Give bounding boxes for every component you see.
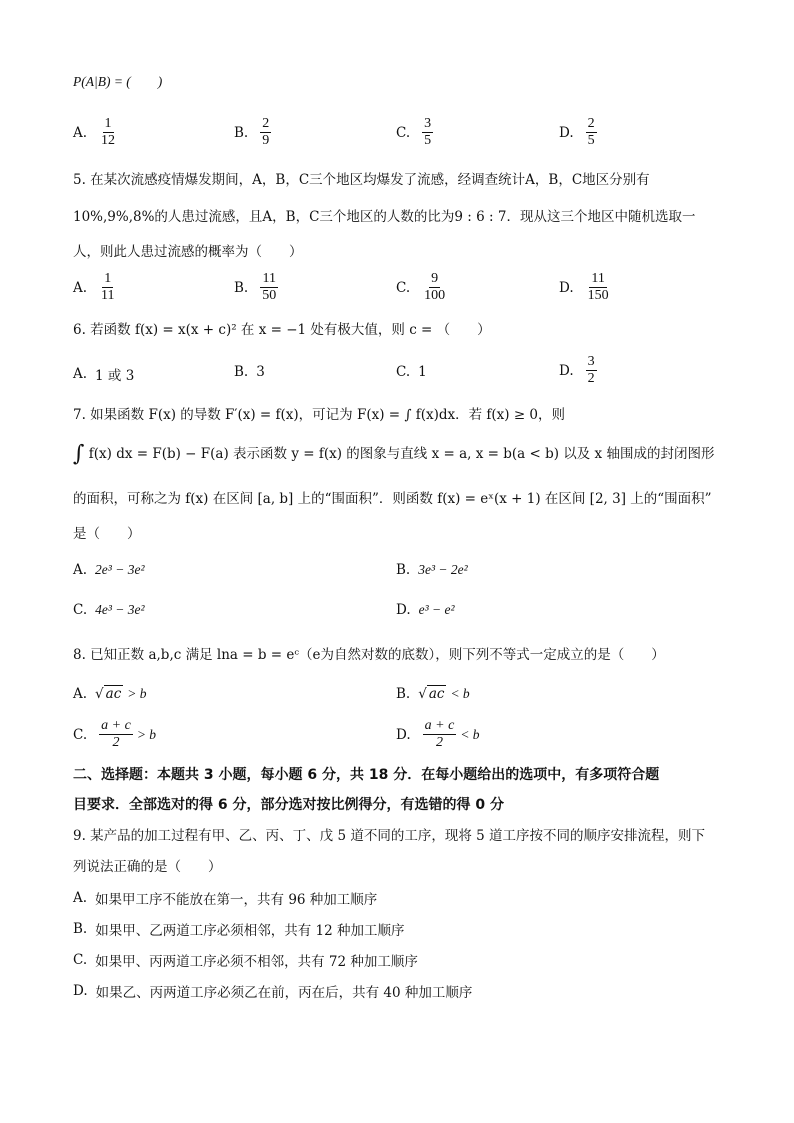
q7-option-d: D. e³ − e² bbox=[396, 602, 455, 618]
q4-tail: P(A|B) = ( ) bbox=[73, 74, 163, 89]
q4-option-c: C. $\frac{3}{5}$ bbox=[396, 116, 432, 148]
q8-stem: 8. 已知正数 a,b,c 满足 lna = b = eᶜ（e为自然对数的底数），则下列不等式一定成立的是（ ） bbox=[73, 647, 665, 663]
q6-option-d: D. $\frac{3}{2}$ bbox=[559, 354, 595, 386]
q9-option-d: D. 如果乙、丙两道工序必须乙在前，丙在后，共有 40 种加工顺序 bbox=[73, 983, 473, 1001]
q9-option-c: C. 如果甲、丙两道工序必须不相邻，共有 72 种加工顺序 bbox=[73, 952, 418, 970]
q6-stem: 6. 若函数 f(x) = x(x + c)² 在 x = −1 处有极大值，则 c = （ ） bbox=[73, 322, 491, 338]
q5-stem-line1: 5. 在某次流感疫情爆发期间，A，B，C三个地区均爆发了流感，经调查统计A，B，C地区分别有 bbox=[73, 172, 650, 188]
q6-option-a: A. 1 或 3 bbox=[73, 366, 135, 384]
q9-option-b: B. 如果甲、乙两道工序必须相邻，共有 12 种加工顺序 bbox=[73, 921, 405, 939]
q5-option-b: B. $\frac{11}{50}$ bbox=[234, 271, 277, 303]
q5-option-d: D. $\frac{11}{150}$ bbox=[559, 271, 609, 303]
q5-stem-line2: 10%,9%,8%的人患过流感，且A，B，C三个地区的人数的比为9 : 6 : 7．现从这三个地区中随机选取一 bbox=[73, 209, 696, 225]
q7-stem-line4: 是（ ） bbox=[73, 526, 141, 542]
q7-stem-line3: 的面积，可称之为 f(x) 在区间 [a, b] 上的“围面积”．则函数 f(x) = eˣ(x + 1) 在区间 [2, 3] 上的“围面积” bbox=[73, 491, 712, 507]
q8-option-d: D. $\frac{a + c}{2}$ < b bbox=[396, 718, 480, 750]
q4-option-b: B. $\frac{2}{9}$ bbox=[234, 116, 270, 148]
q7-stem-line1: 7. 如果函数 F(x) 的导数 F′(x) = f(x)，可记为 F(x) = ∫ f(x)dx．若 f(x) ≥ 0，则 bbox=[73, 407, 566, 423]
q4-option-d: D. $\frac{2}{5}$ bbox=[559, 116, 595, 148]
section2-heading-line1: 二、选择题：本题共 3 小题，每小题 6 分，共 18 分．在每小题给出的选项中，有多项符合题 bbox=[73, 767, 660, 783]
q4-option-a: A. $\frac{1}{12}$ bbox=[73, 116, 116, 148]
sqrt-sign: √ bbox=[95, 685, 104, 702]
section2-heading-line2: 目要求．全部选对的得 6 分，部分选对按比例得分，有选错的得 0 分 bbox=[73, 797, 504, 813]
q6-option-c: C. 1 bbox=[396, 364, 427, 380]
q5-option-a: A. $\frac{1}{11}$ bbox=[73, 271, 115, 303]
q8-option-c: C. $\frac{a + c}{2}$ > b bbox=[73, 718, 157, 750]
q5-stem-line3: 人，则此人患过流感的概率为（ ） bbox=[73, 244, 303, 260]
q8-option-a: A. √ ac > b bbox=[73, 685, 147, 702]
integral-sign: ∫ bbox=[73, 441, 85, 467]
q6-option-b: B. 3 bbox=[234, 364, 265, 380]
q9-stem-line2: 列说法正确的是（ ） bbox=[73, 859, 222, 875]
q7-option-a: A. 2e³ − 3e² bbox=[73, 562, 145, 578]
q7-option-c: C. 4e³ − 3e² bbox=[73, 602, 145, 618]
q7-stem-line2: ∫ f(x) dx = F(b) − F(a) 表示函数 y = f(x) 的图象与直线 x = a, x = b(a < b) 以及 x 轴围成的封闭图形 bbox=[73, 441, 715, 467]
q9-option-a: A. 如果甲工序不能放在第一，共有 96 种加工顺序 bbox=[73, 890, 378, 908]
q9-stem-line1: 9. 某产品的加工过程有甲、乙、丙、丁、戊 5 道不同的工序，现将 5 道工序按不同的顺序安排流程，则下 bbox=[73, 828, 706, 844]
q7-option-b: B. 3e³ − 2e² bbox=[396, 562, 468, 578]
q8-option-b: B. √ ac < b bbox=[396, 685, 470, 702]
sqrt-sign: √ bbox=[418, 685, 427, 702]
q5-option-c: C. $\frac{9}{100}$ bbox=[396, 271, 446, 303]
